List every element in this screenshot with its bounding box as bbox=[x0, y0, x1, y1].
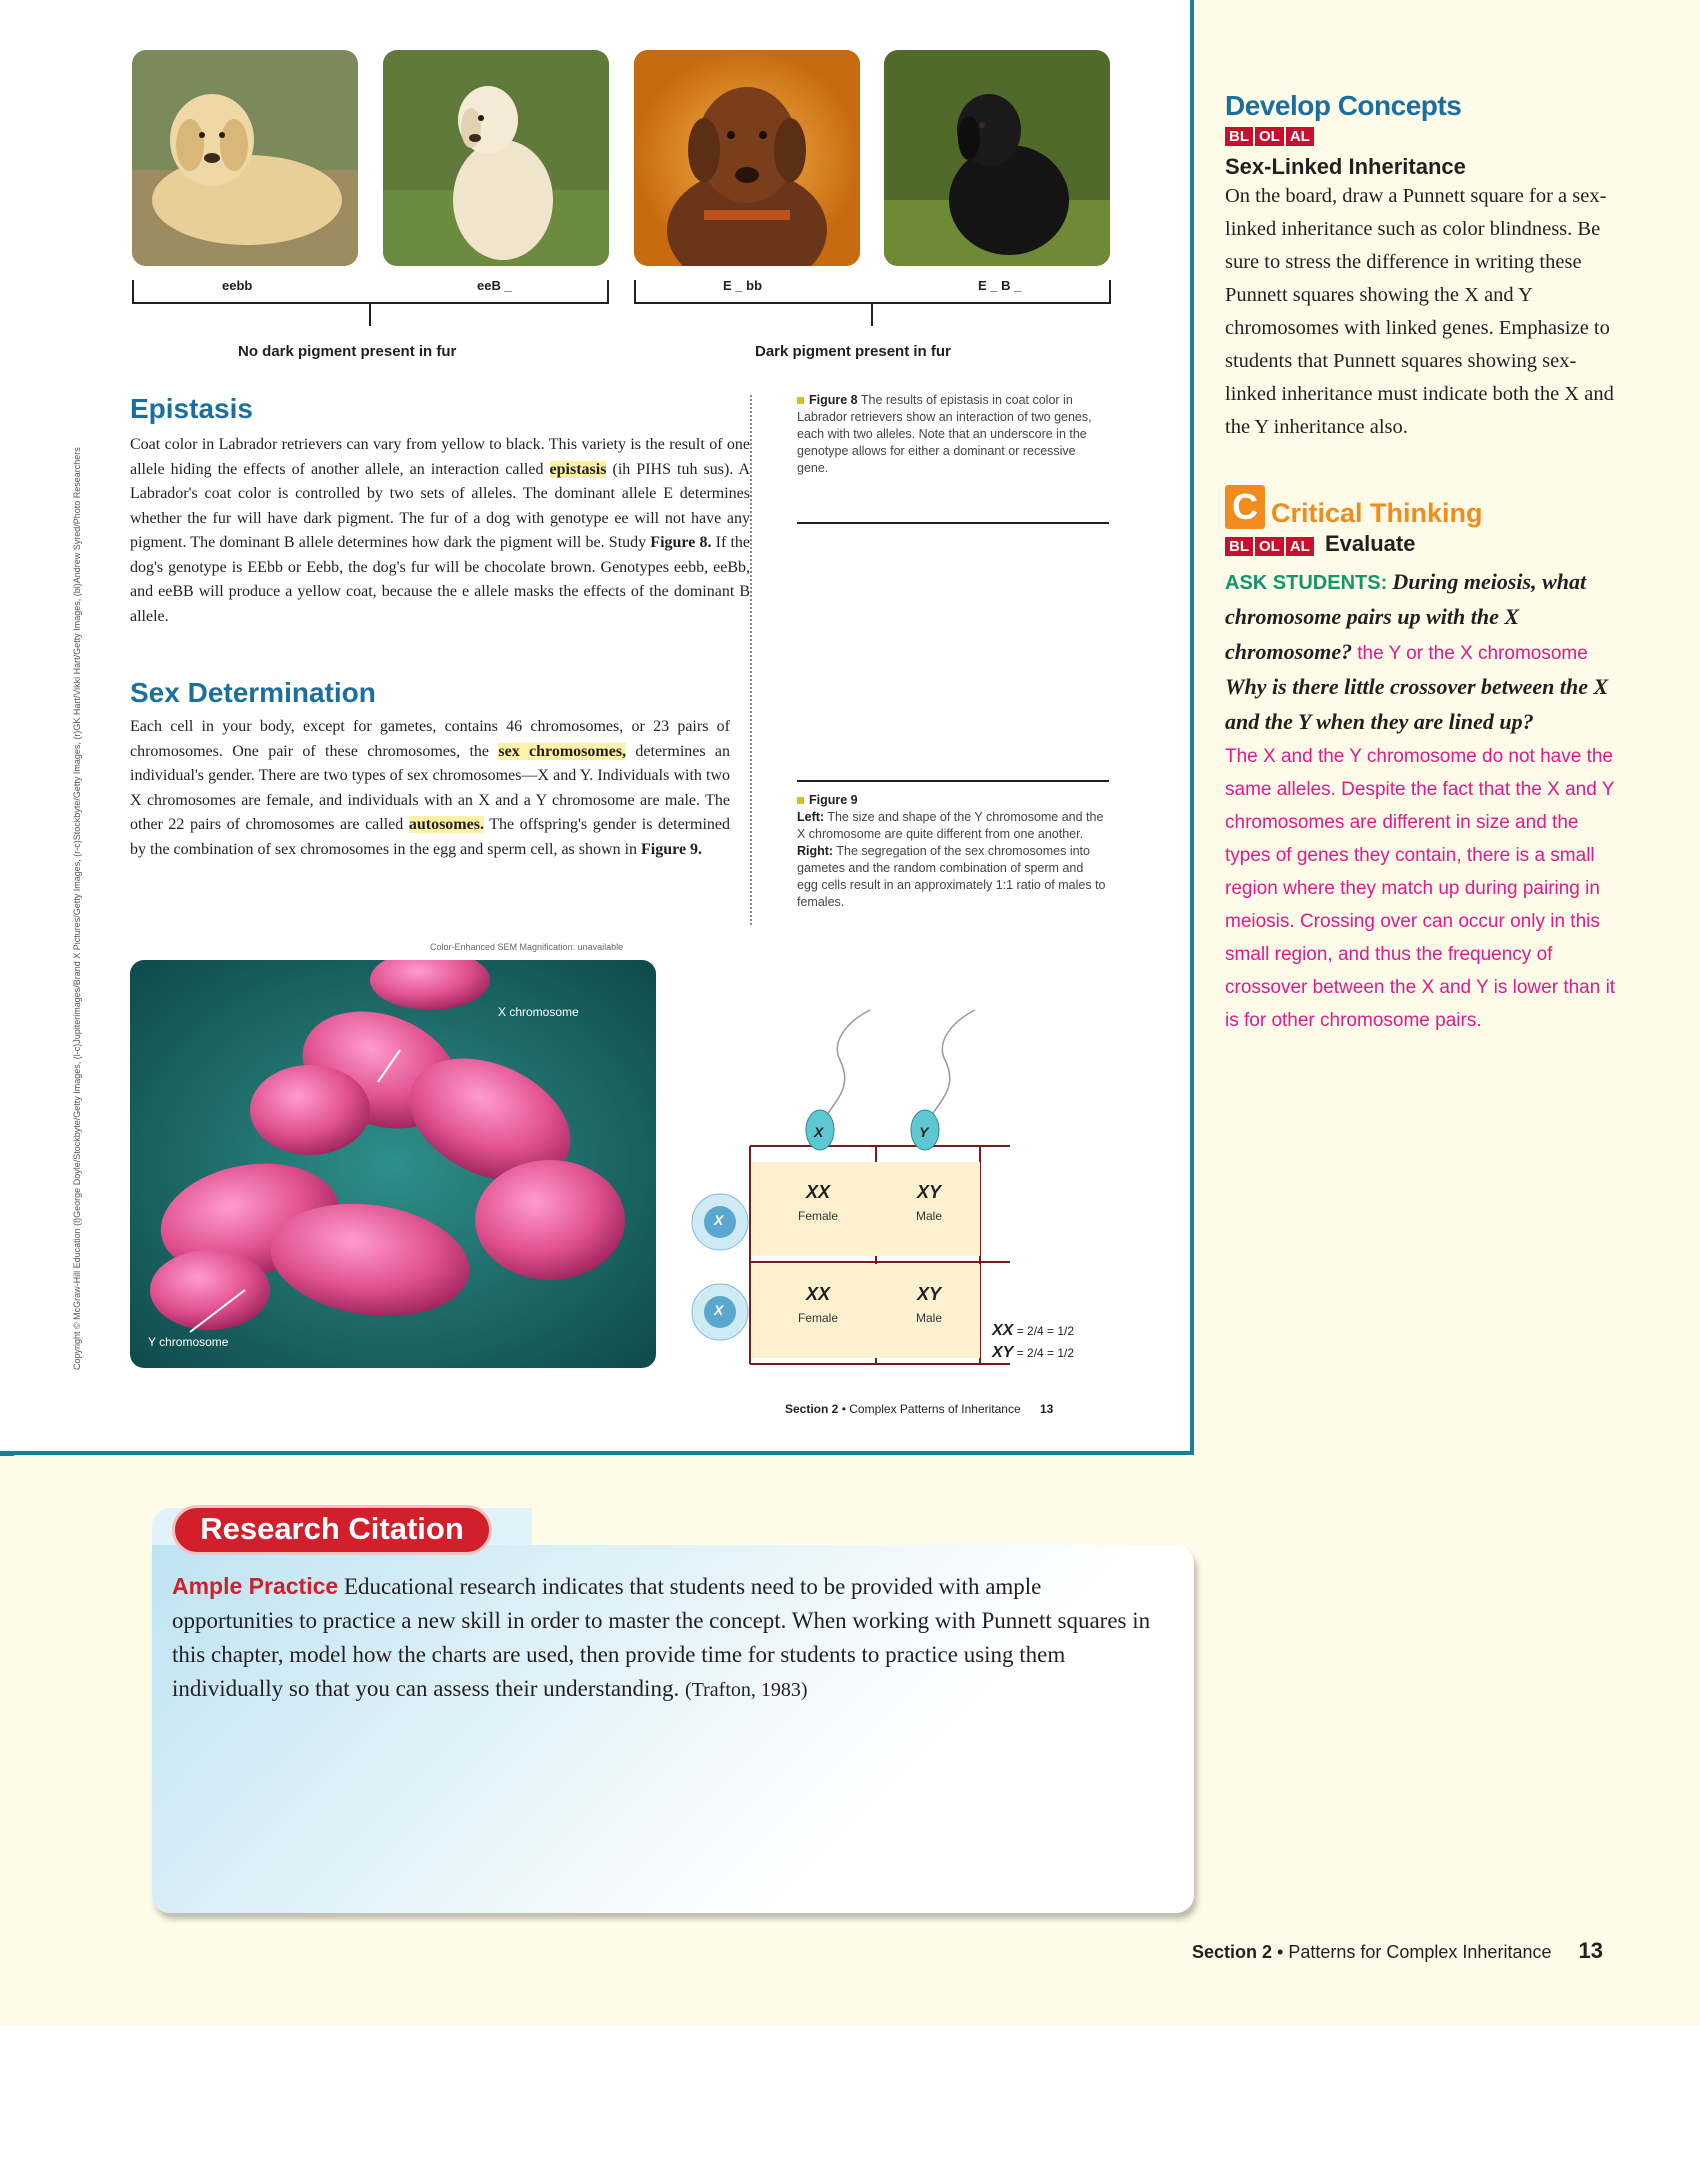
critical-thinking-heading: Critical Thinking bbox=[1271, 498, 1483, 528]
chromosome-sem-image bbox=[130, 960, 656, 1368]
cell-sex: Male bbox=[915, 1311, 942, 1325]
dark-pigment-label: Dark pigment present in fur bbox=[755, 343, 951, 360]
ratio-xx-label: XX bbox=[992, 1322, 1014, 1339]
bracket-stem bbox=[369, 304, 371, 326]
cell-genotype: XX bbox=[805, 1182, 830, 1202]
epistasis-text-1: Coat color in Labrador retrievers can vary from yellow to black. This variety is the result of one allele hiding the effects of another allele, an interaction called bbox=[130, 436, 750, 478]
sexdet-text-3: The offspring's gender is determined by the combination of sex chromosomes in the egg and sperm cell, as shown in bbox=[130, 816, 731, 858]
tag-bl: BL bbox=[1225, 127, 1253, 146]
epistasis-text-2: (ih PIHS tuh sus). A Labrador's coat color is controlled by two sets of alleles. The dominant allele E determines whether the fur will have dark pigment. The fur of a dog with genotype ee will not have any pigment. The dominant B allele determines how dark the pigment will be. Study bbox=[130, 460, 751, 551]
ratio-xx bbox=[992, 1322, 1074, 1340]
student-folio: Section 2 • Complex Patterns of Inheritance 13 bbox=[785, 1402, 1054, 1416]
punnett-cell bbox=[878, 1264, 980, 1358]
research-body: Educational research indicates that students need to be provided with ample opportunities to practice a new skill in order to master the concept. When working with Punnett squares in this chapter, model how the charts are used, then provide time for students to practice using them individually so that you can assess their understanding. bbox=[172, 1574, 1151, 1701]
ask-students-block bbox=[1225, 565, 1625, 740]
genotype-eebb: eebb bbox=[222, 278, 253, 293]
level-tags bbox=[1225, 126, 1625, 146]
evaluate-label: Evaluate bbox=[1324, 531, 1416, 556]
cell-sex: Female bbox=[797, 1311, 838, 1325]
sem-note: Color-Enhanced SEM Magnification: unavailable bbox=[430, 942, 624, 952]
epistasis-heading: Epistasis bbox=[130, 393, 253, 424]
ratio-xx-value: = 2/4 = 1/2 bbox=[1016, 1324, 1075, 1338]
page-rule bbox=[0, 1452, 14, 1456]
figure-8-caption bbox=[797, 392, 1107, 477]
sexdet-text-2: determines an individual's gender. There are two types of sex chromosomes—X and Y. Individuals with two X chromosomes are female, and individuals with an X and a Y chromosome are male. The other 22 pairs of chromosomes are called bbox=[130, 742, 731, 833]
black-lab-photo bbox=[884, 50, 1110, 266]
figure-8-title: Figure 8 bbox=[809, 393, 858, 407]
question-1: During meiosis, what chromosome pairs up with the X chromosome? bbox=[1225, 569, 1587, 664]
photo-credit: Copyright © McGraw-Hill Education (l)George Doyle/Stockbyte/Getty Images, (l-c)Jupiterimages/Brand X Pictures/Getty Images, (r-c)Stockbyte/Getty Images, (r)GK Hart/Vikki Hart/Getty Images, (bl)Andrew Syred/Photo Researchers bbox=[72, 447, 82, 1370]
figure-8-rule bbox=[797, 522, 1109, 524]
autosomes-term: autosomes. bbox=[408, 816, 484, 833]
x-chromosome-label: X chromosome bbox=[498, 1005, 579, 1019]
sex-chromosomes-term: sex chromosomes, bbox=[498, 742, 627, 760]
bracket-stem bbox=[871, 304, 873, 326]
tag-ol: OL bbox=[1255, 537, 1284, 556]
punnett-cell bbox=[752, 1162, 884, 1256]
research-citation-ref: (Trafton, 1983) bbox=[684, 1679, 808, 1701]
ratio-xy bbox=[992, 1344, 1074, 1362]
egg-x-label: X bbox=[714, 1212, 724, 1228]
punnett-cell bbox=[752, 1264, 884, 1358]
caption-marker-icon bbox=[797, 797, 804, 804]
te-folio-section: Section 2 bbox=[1192, 1942, 1273, 1962]
folio-section: Section 2 bbox=[785, 1402, 839, 1416]
chocolate-lab-photo bbox=[634, 50, 860, 266]
right-text: The segregation of the sex chromosomes into gametes and the random combination of sperm and egg cells result in an approximately 1:1 ratio of males to females. bbox=[797, 844, 1106, 909]
figure-8-ref[interactable]: Figure 8. bbox=[650, 534, 712, 551]
epistasis-text-3: If the dog's genotype is EEbb or Eebb, the dog's fur will be chocolate brown. Genotypes eebb, eeBb, and eeBB will produce a yellow coat, because the e allele masks the effects of the dominant B allele. bbox=[130, 534, 750, 625]
column-divider bbox=[750, 395, 752, 925]
critical-thinking-icon: C bbox=[1225, 485, 1265, 529]
cream-lab-sitting-photo bbox=[383, 50, 609, 266]
te-folio-page-number: 13 bbox=[1578, 1938, 1603, 1963]
yellow-lab-lying-photo bbox=[132, 50, 358, 266]
teacher-folio: Section 2 • Patterns for Complex Inheritance 13 bbox=[1192, 1938, 1603, 1963]
cell-genotype: XY bbox=[916, 1182, 941, 1202]
genotype-eeB: eeB _ bbox=[477, 278, 512, 293]
tag-bl: BL bbox=[1225, 537, 1253, 556]
left-text: The size and shape of the Y chromosome and the X chromosome are quite different from one another. bbox=[797, 810, 1104, 841]
punnett-square bbox=[690, 1000, 1110, 1380]
develop-concepts-heading: Develop Concepts bbox=[1225, 90, 1462, 121]
question-2: Why is there little crossover between the X and the Y when they are lined up? bbox=[1225, 674, 1609, 734]
te-folio-title: Patterns for Complex Inheritance bbox=[1288, 1942, 1552, 1962]
epistasis-paragraph bbox=[130, 433, 750, 629]
cell-sex: Female bbox=[797, 1209, 838, 1223]
teacher-sidebar bbox=[1225, 90, 1625, 1037]
answer-2: The X and the Y chromosome do not have the same alleles. Despite the fact that the X and Y chromosomes are different in size and the types of genes they contain, there is a small region where they match up during pairing in meiosis. Crossing over can occur only in this small region, and thus the frequency of crossover between the X and Y is lower than it is for other chromosome pairs. bbox=[1225, 746, 1616, 1031]
genotype-E-bb: E _ bb bbox=[723, 278, 763, 293]
cell-genotype: XY bbox=[916, 1284, 941, 1304]
ample-practice-label: Ample Practice bbox=[172, 1573, 339, 1599]
research-citation-tab: Research Citation bbox=[172, 1505, 492, 1555]
punnett-cell bbox=[878, 1162, 980, 1256]
sex-determination-heading: Sex Determination bbox=[130, 677, 376, 708]
tag-al: AL bbox=[1286, 127, 1314, 146]
left-label: Left: bbox=[797, 810, 825, 824]
tag-al: AL bbox=[1286, 537, 1314, 556]
figure-8-text: The results of epistasis in coat color in Labrador retrievers show an interaction of two genes, each with two alleles. Note that an underscore in the genotype allows for either a dominant or recessive gene. bbox=[797, 393, 1092, 475]
ratio-xy-value: = 2/4 = 1/2 bbox=[1016, 1346, 1075, 1360]
epistasis-term: epistasis bbox=[549, 460, 607, 478]
ct-level-tags bbox=[1225, 531, 1625, 557]
right-label: Right: bbox=[797, 844, 834, 858]
figure-9-ref[interactable]: Figure 9. bbox=[641, 840, 703, 858]
sex-linked-text: On the board, draw a Punnett square for a sex-linked inheritance such as color blindness. Be sure to stress the difference in writing these Punnett squares showing the X and Y chromosomes with linked genes. Emphasize to students that Punnett squares showing sex-linked inheritance must indicate both the X and the Y inheritance also. bbox=[1225, 185, 1614, 438]
figure-9-caption bbox=[797, 792, 1107, 911]
caption-marker-icon bbox=[797, 397, 804, 404]
figure-9-rule bbox=[797, 780, 1109, 782]
bracket-dark-pigment bbox=[634, 280, 1111, 304]
sex-linked-heading: Sex-Linked Inheritance bbox=[1225, 154, 1466, 179]
figure-9-title: Figure 9 bbox=[809, 793, 858, 807]
sexdet-text-1: Each cell in your body, except for gametes, contains 46 chromosomes, or 23 pairs of chromosomes. One pair of these chromosomes, the bbox=[130, 718, 730, 760]
cell-sex: Male bbox=[915, 1209, 942, 1223]
bracket-no-pigment bbox=[132, 280, 609, 304]
ratio-xy-label: XY bbox=[992, 1344, 1014, 1361]
critical-thinking-header bbox=[1225, 484, 1625, 529]
y-chromosome-label: Y chromosome bbox=[148, 1335, 229, 1349]
genotype-E-B: E _ B _ bbox=[978, 278, 1022, 293]
sex-determination-paragraph bbox=[130, 715, 730, 862]
tag-ol: OL bbox=[1255, 127, 1284, 146]
folio-page-number: 13 bbox=[1040, 1402, 1054, 1416]
sperm-y-label: Y bbox=[919, 1124, 929, 1140]
ask-students-label: ASK STUDENTS: bbox=[1225, 572, 1388, 594]
answer-1: the Y or the X chromosome bbox=[1357, 643, 1588, 664]
sperm-x-label: X bbox=[814, 1124, 824, 1140]
egg-x-label: X bbox=[714, 1302, 724, 1318]
folio-title: Complex Patterns of Inheritance bbox=[849, 1402, 1021, 1416]
research-citation-text bbox=[172, 1570, 1162, 1707]
cell-genotype: XX bbox=[805, 1284, 830, 1304]
no-dark-pigment-label: No dark pigment present in fur bbox=[238, 343, 457, 360]
